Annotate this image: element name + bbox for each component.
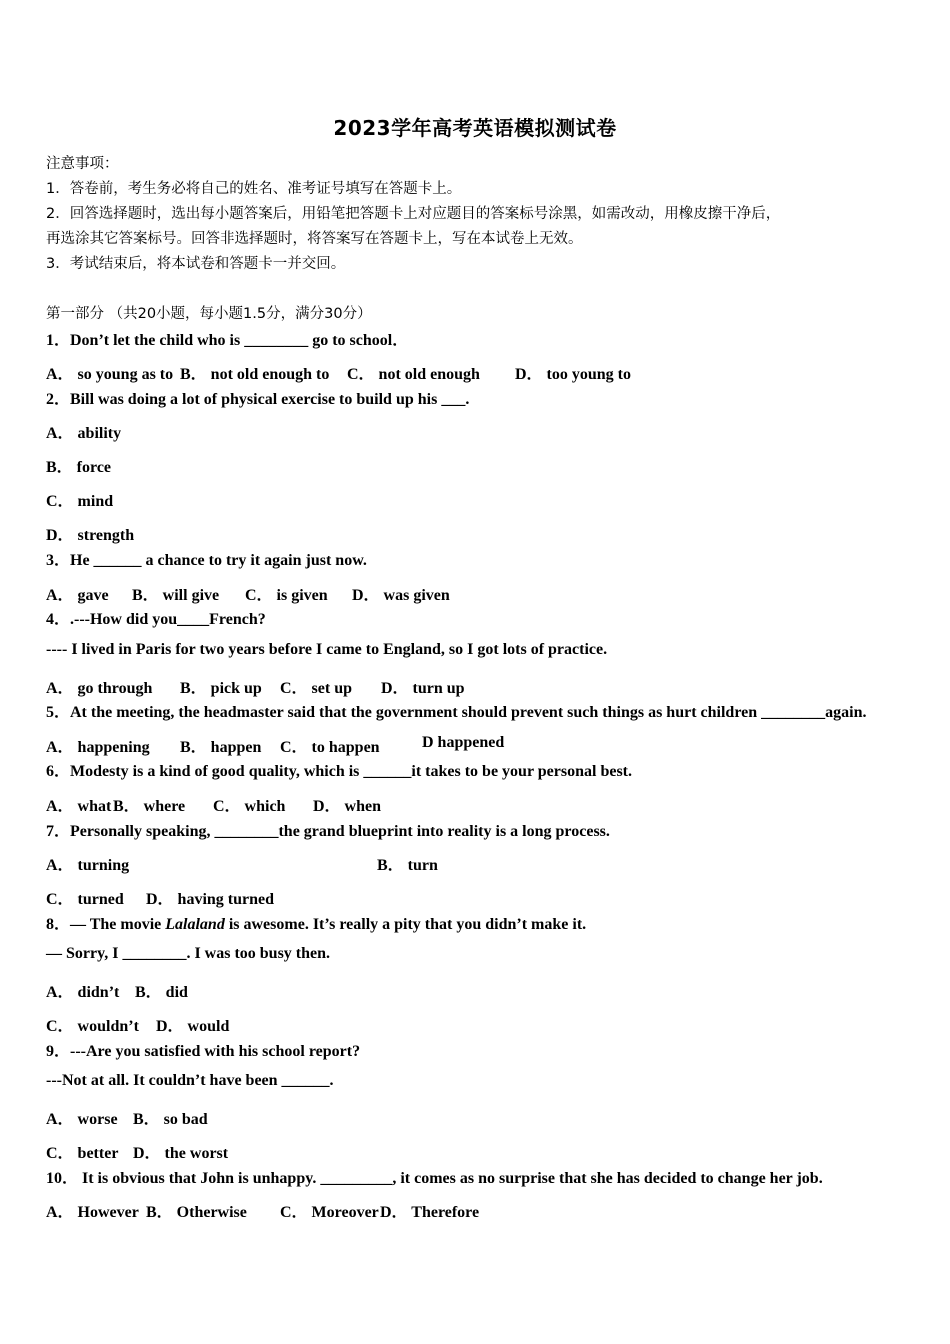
q7-option-c: C． turned — [46, 891, 124, 908]
q8-option-b: B． did — [135, 984, 188, 1001]
section-heading: 第一部分 （共20小题，每小题1.5分，满分30分） — [46, 306, 372, 322]
q10-option-d: D． Therefore — [380, 1204, 480, 1221]
q3-option-b: B． will give — [132, 587, 220, 604]
q3-option-c: C． is given — [245, 587, 328, 604]
q8-stem-start: 8．— The movie — [46, 916, 166, 933]
q2-option-a: A． ability — [46, 425, 122, 442]
q3-option-a: A． gave — [46, 587, 109, 604]
q2-option-c: C． mind — [46, 493, 114, 510]
q4-option-d: D． turn up — [381, 680, 465, 697]
q4-option-b: B． pick up — [180, 680, 262, 697]
question-1-stem: 1．Don’t let the child who is ________ go to school． — [46, 332, 409, 349]
q9-option-c: C． better — [46, 1145, 119, 1162]
q1-option-d: D． too young to — [515, 366, 632, 383]
q7-option-d: D． having turned — [146, 891, 275, 908]
q2-option-d: D． strength — [46, 527, 135, 544]
question-10-stem: 10． It is obvious that John is unhappy. _________, it comes as no surprise that she has decided to change her job. — [46, 1170, 823, 1187]
question-6-stem: 6．Modesty is a kind of good quality, which is ______it takes to be your personal best. — [46, 763, 632, 780]
q4-option-c: C． set up — [280, 680, 353, 697]
q10-option-a: A． However — [46, 1204, 139, 1221]
q5-option-c: C． to happen — [280, 739, 380, 756]
question-3-stem: 3．He ______ a chance to try it again just now. — [46, 552, 367, 569]
question-5-stem: 5．At the meeting, the headmaster said that the government should prevent such things as hurt children ________again. — [46, 704, 867, 721]
question-8-stem — [46, 911, 586, 934]
page-title: 2023学年高考英语模拟测试卷 — [333, 116, 617, 140]
question-2-stem: 2．Bill was doing a lot of physical exercise to build up his ___. — [46, 391, 470, 408]
q9-option-d: D． the worst — [133, 1145, 229, 1162]
q8-movie-title: Lalaland — [165, 916, 225, 933]
q5-option-d: D happened — [422, 734, 505, 751]
question-9-stem: 9．---Are you satisfied with his school report? — [46, 1043, 361, 1060]
q1-option-a: A． so young as to — [46, 366, 174, 383]
q8-stem-end: is awesome. It’s really a pity that you didn’t make it. — [224, 916, 587, 933]
q6-option-c: C． which — [213, 798, 286, 815]
notice-heading: 注意事项： — [46, 156, 119, 172]
q10-option-b: B． Otherwise — [146, 1204, 247, 1221]
q5-option-b: B． happen — [180, 739, 262, 756]
notice-item-2-cont: 再选涂其它答案标号。回答非选择题时，将答案写在答题卡上，写在本试卷上无效。 — [46, 231, 583, 247]
q8-option-a: A． didn’t — [46, 984, 120, 1001]
q9-option-b: B． so bad — [133, 1111, 208, 1128]
q6-option-d: D． when — [313, 798, 382, 815]
q5-option-a: A． happening — [46, 739, 150, 756]
notice-item-2: 2．回答选择题时，选出每小题答案后，用铅笔把答题卡上对应题目的答案标号涂黑，如需改动，用橡皮擦干净后， — [46, 206, 781, 222]
q3-option-d: D． was given — [352, 587, 450, 604]
notice-item-3: 3．考试结束后，将本试卷和答题卡一并交回。 — [46, 256, 346, 272]
question-4-reply: ---- I lived in Paris for two years before I came to England, so I got lots of practice. — [46, 641, 608, 658]
q2-option-b: B． force — [46, 459, 112, 476]
q7-option-b: B． turn — [377, 857, 438, 874]
q10-option-c: C． Moreover — [280, 1204, 379, 1221]
question-9-reply: ---Not at all. It couldn’t have been ______. — [46, 1072, 334, 1089]
q8-option-c: C． wouldn’t — [46, 1018, 139, 1035]
notice-item-1: 1．答卷前，考生务必将自己的姓名、准考证号填写在答题卡上。 — [46, 181, 462, 197]
q7-option-a: A． turning — [46, 857, 130, 874]
question-7-stem: 7．Personally speaking, ________the grand blueprint into reality is a long process. — [46, 823, 610, 840]
q9-option-a: A． worse — [46, 1111, 118, 1128]
q1-option-b: B． not old enough to — [180, 366, 330, 383]
q4-option-a: A． go through — [46, 680, 153, 697]
q6-option-b: B． where — [113, 798, 186, 815]
question-4-stem: 4．.---How did you____French? — [46, 611, 266, 628]
q1-option-c: C． not old enough — [347, 366, 480, 383]
question-8-reply: — Sorry, I ________. I was too busy then. — [46, 945, 331, 962]
q6-option-a: A． what — [46, 798, 112, 815]
q8-option-d: D． would — [156, 1018, 230, 1035]
